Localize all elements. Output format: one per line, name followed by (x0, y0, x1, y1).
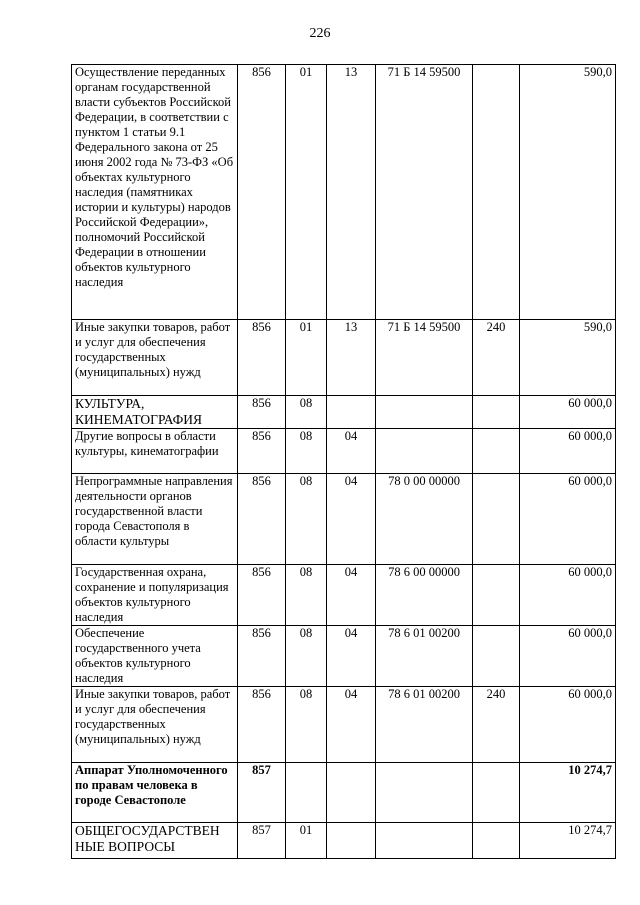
table-row (72, 626, 616, 687)
budget-table (71, 64, 616, 859)
row-article: 71 Б 14 59500 (376, 320, 473, 396)
table-row (72, 396, 616, 429)
row-code: 856 (238, 687, 286, 763)
row-expense-type: 240 (473, 320, 520, 396)
row-sum: 60 000,0 (520, 429, 616, 474)
row-section: 08 (286, 474, 327, 565)
row-article: 71 Б 14 59500 (376, 65, 473, 320)
row-section (286, 763, 327, 823)
row-expense-type (473, 429, 520, 474)
row-article (376, 823, 473, 859)
row-subsection (327, 763, 376, 823)
row-section: 08 (286, 687, 327, 763)
row-section: 08 (286, 565, 327, 626)
row-expense-type (473, 763, 520, 823)
row-name: Государственная охрана, сохранение и популяризация объектов культурного наследия (72, 565, 238, 626)
row-article (376, 396, 473, 429)
table-row (72, 320, 616, 396)
row-article: 78 6 00 00000 (376, 565, 473, 626)
table-row (72, 474, 616, 565)
row-sum: 60 000,0 (520, 626, 616, 687)
row-code: 856 (238, 429, 286, 474)
row-name: Непрограммные направления деятельности органов государственной власти города Севастополя в области культуры (72, 474, 238, 565)
row-name: ОБЩЕГОСУДАРСТВЕН НЫЕ ВОПРОСЫ (72, 823, 238, 859)
table-row (72, 429, 616, 474)
row-subsection: 04 (327, 565, 376, 626)
row-section: 01 (286, 65, 327, 320)
table-row (72, 763, 616, 823)
row-article (376, 763, 473, 823)
row-name: Осуществление переданных органам государственной власти субъектов Российской Федерации, в соответствии с пунктом 1 статьи 9.1 Федерального закона от 25 июня 2002 года № 73-ФЗ «Об объектах культурного наследия (памятниках истории и культуры) народов Российской Федерации», полномочий Российской Федерации в отношении объектов культурного наследия (72, 65, 238, 320)
row-sum: 590,0 (520, 65, 616, 320)
row-subsection: 04 (327, 626, 376, 687)
table-row (72, 687, 616, 763)
row-section: 01 (286, 823, 327, 859)
row-sum: 60 000,0 (520, 396, 616, 429)
row-sum: 10 274,7 (520, 823, 616, 859)
row-subsection: 04 (327, 687, 376, 763)
row-name: Обеспечение государственного учета объектов культурного наследия (72, 626, 238, 687)
row-sum: 10 274,7 (520, 763, 616, 823)
row-sum: 60 000,0 (520, 687, 616, 763)
row-code: 857 (238, 763, 286, 823)
row-expense-type (473, 396, 520, 429)
row-sum: 590,0 (520, 320, 616, 396)
row-article: 78 6 01 00200 (376, 687, 473, 763)
page-number: 226 (309, 26, 331, 41)
row-expense-type (473, 823, 520, 859)
row-section: 08 (286, 626, 327, 687)
row-name: КУЛЬТУРА, КИНЕМАТОГРАФИЯ (72, 396, 238, 429)
row-sum: 60 000,0 (520, 565, 616, 626)
table-row (72, 823, 616, 859)
row-article: 78 6 01 00200 (376, 626, 473, 687)
row-section: 08 (286, 429, 327, 474)
row-code: 856 (238, 396, 286, 429)
row-name: Иные закупки товаров, работ и услуг для обеспечения государственных (муниципальных) нужд (72, 687, 238, 763)
row-code: 856 (238, 320, 286, 396)
table-row (72, 565, 616, 626)
row-expense-type: 240 (473, 687, 520, 763)
table-row (72, 65, 616, 320)
row-code: 856 (238, 565, 286, 626)
row-code: 856 (238, 626, 286, 687)
row-expense-type (473, 565, 520, 626)
row-subsection (327, 823, 376, 859)
row-subsection (327, 396, 376, 429)
row-sum: 60 000,0 (520, 474, 616, 565)
row-subsection: 13 (327, 65, 376, 320)
row-subsection: 04 (327, 474, 376, 565)
row-article: 78 0 00 00000 (376, 474, 473, 565)
row-expense-type (473, 65, 520, 320)
row-expense-type (473, 474, 520, 565)
row-section: 08 (286, 396, 327, 429)
row-subsection: 04 (327, 429, 376, 474)
row-section: 01 (286, 320, 327, 396)
row-name: Аппарат Уполномоченного по правам человека в городе Севастополе (72, 763, 238, 823)
row-code: 856 (238, 65, 286, 320)
row-article (376, 429, 473, 474)
row-subsection: 13 (327, 320, 376, 396)
row-expense-type (473, 626, 520, 687)
row-name: Другие вопросы в области культуры, кинематографии (72, 429, 238, 474)
row-code: 856 (238, 474, 286, 565)
row-code: 857 (238, 823, 286, 859)
row-name: Иные закупки товаров, работ и услуг для обеспечения государственных (муниципальных) нужд (72, 320, 238, 396)
